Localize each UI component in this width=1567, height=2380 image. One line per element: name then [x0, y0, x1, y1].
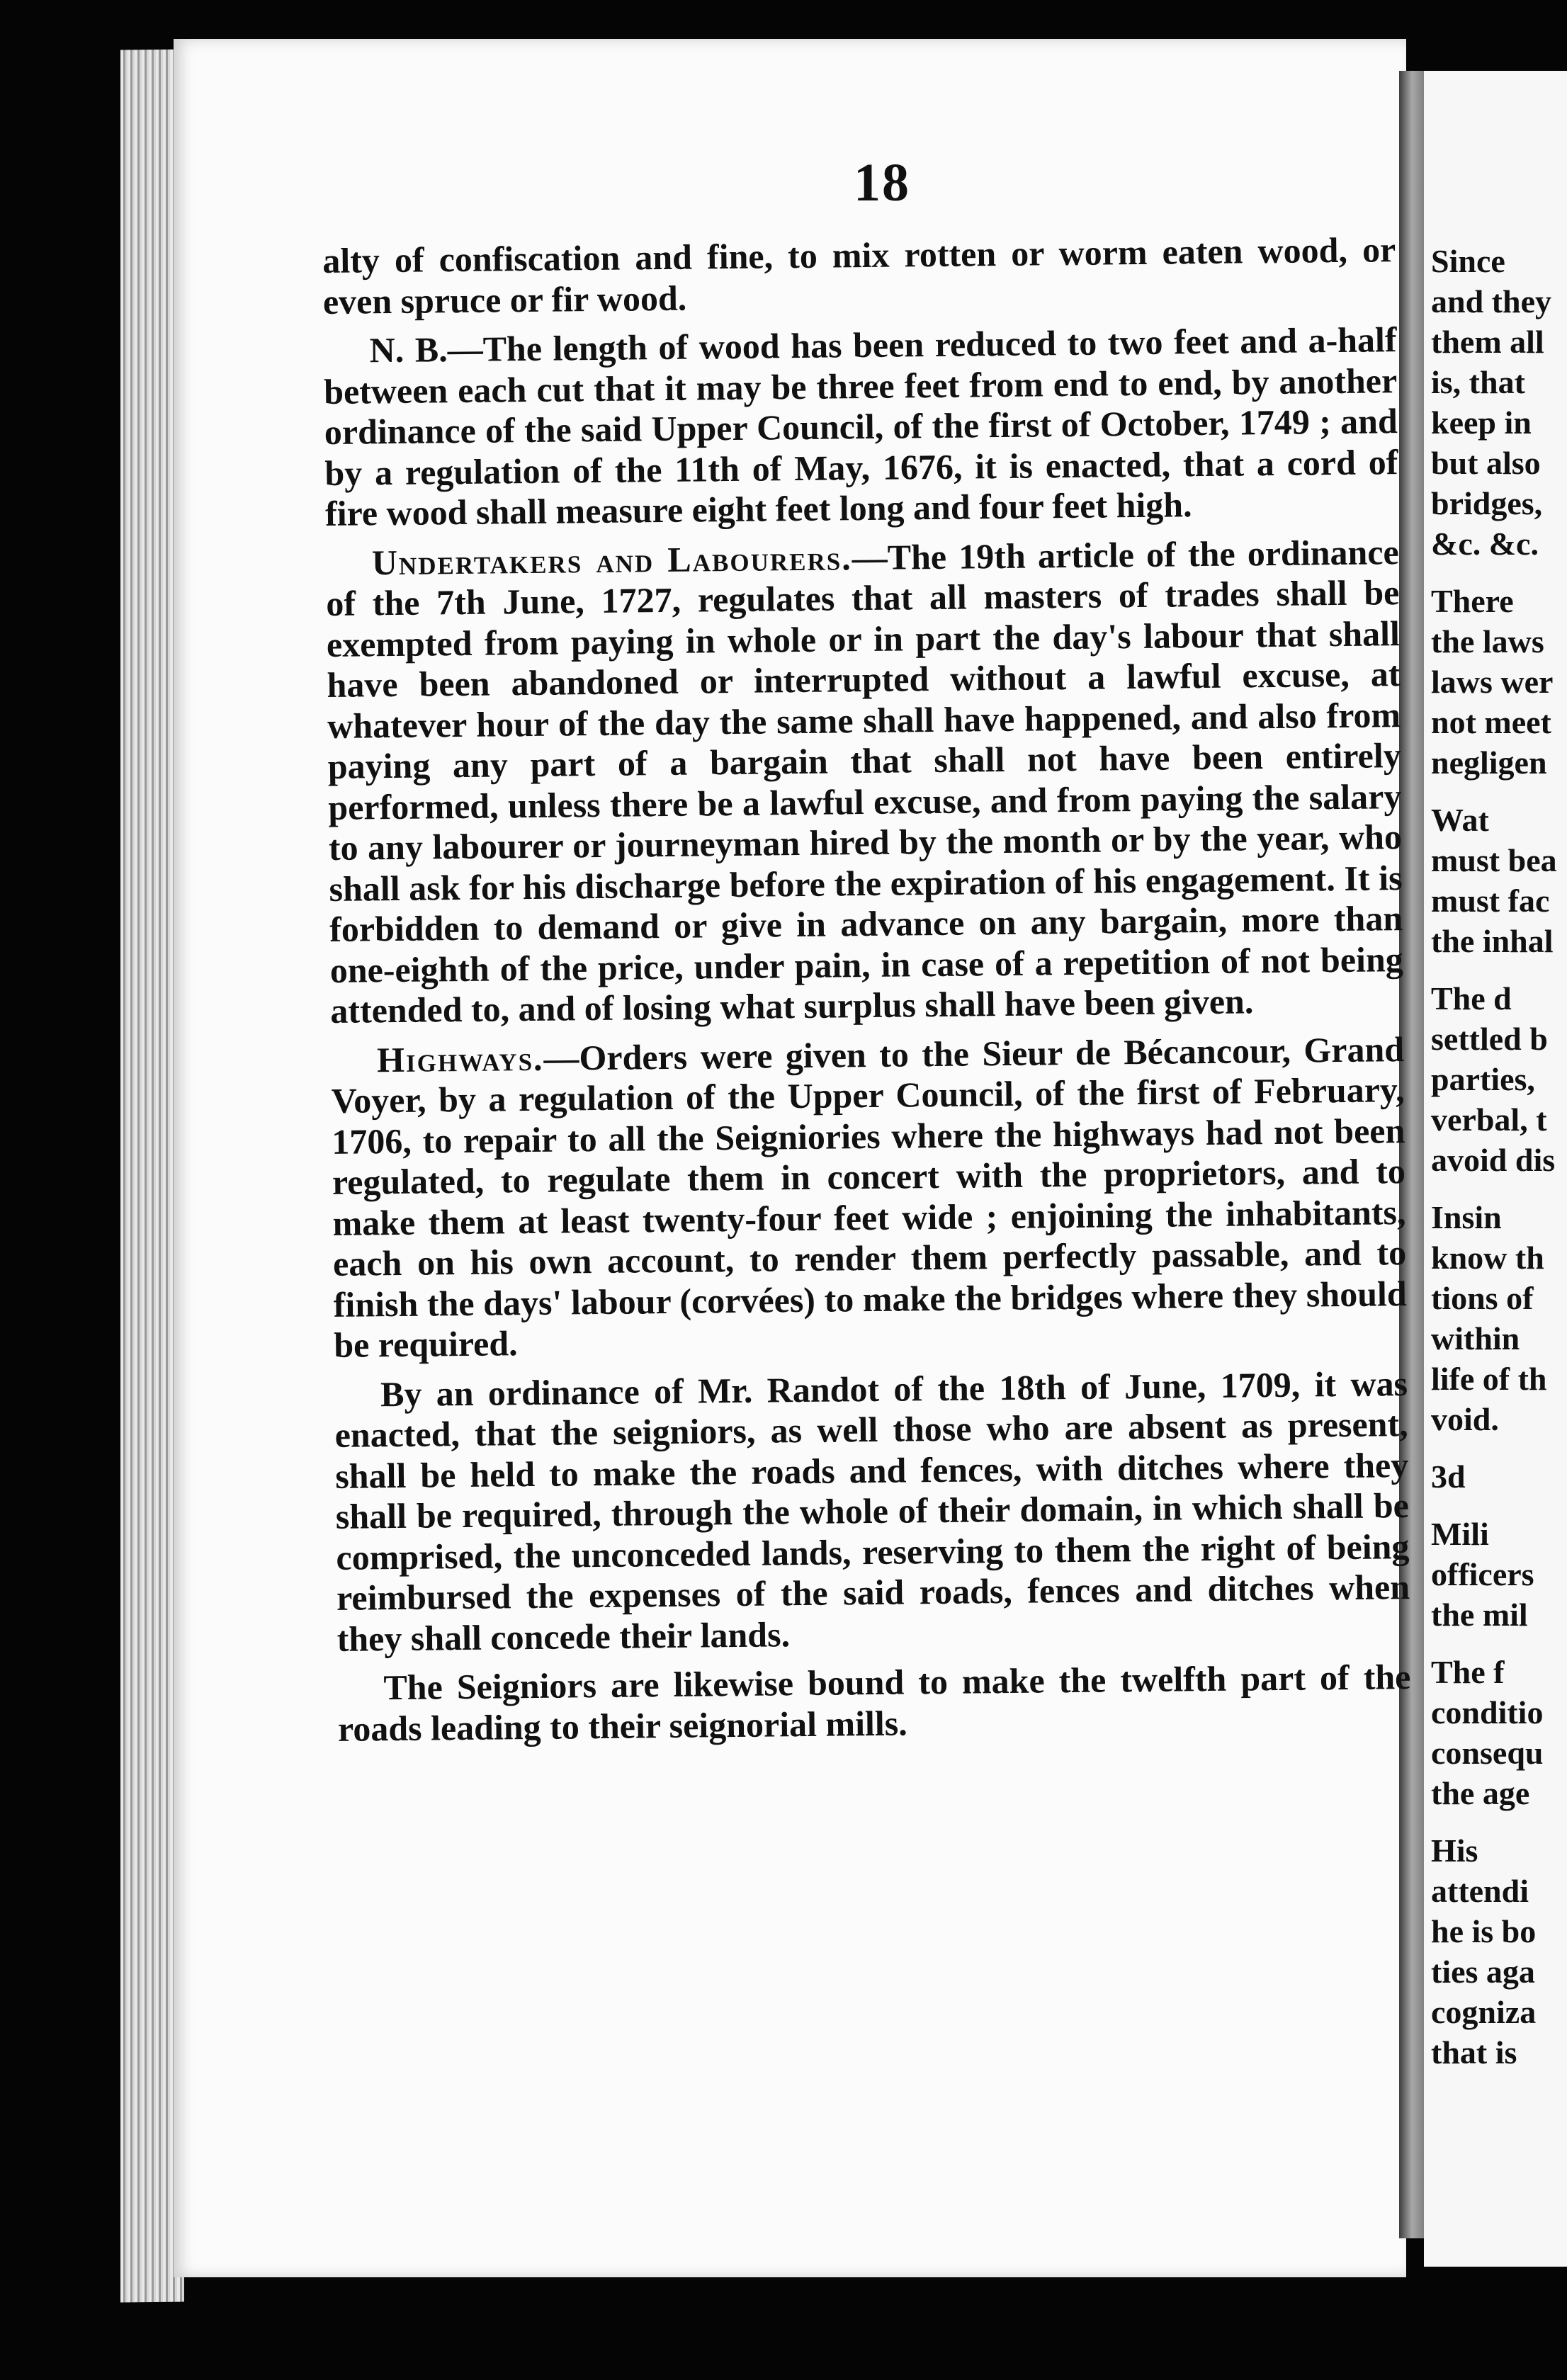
section-heading: Undertakers and Labourers. [371, 537, 852, 582]
facing-page-line: Wat [1431, 802, 1489, 838]
facing-page-line: know th [1431, 1240, 1544, 1276]
facing-page-line: officers [1431, 1556, 1534, 1592]
facing-page-line: the age [1431, 1775, 1530, 1811]
page-body [322, 230, 1411, 1758]
facing-page-line: &c. &c. [1431, 526, 1539, 562]
facing-page-line: There [1431, 583, 1514, 619]
facing-page-line: but also [1431, 445, 1541, 481]
facing-page-line: parties, [1431, 1061, 1535, 1097]
facing-page-line: consequ [1431, 1735, 1544, 1771]
facing-page-line: is, that [1431, 364, 1525, 400]
facing-page-line: 3d [1431, 1458, 1466, 1495]
facing-page-line: The f [1431, 1654, 1505, 1690]
facing-page-line: the inhal [1431, 923, 1554, 959]
facing-page-line: laws wer [1431, 664, 1554, 700]
section-heading: Highways. [376, 1038, 544, 1080]
facing-page-line: The d [1431, 980, 1512, 1016]
paragraph: N. B.—The length of wood has been reduced to two feet and a-half between each cut that it may be three feet from end to end, by another ordinance of the said Upper Council, of the first of October, 1749 ; and by a regulation of the 11th of May, 1676, it is enacted, that a cord of fire wood shall measure eight feet long and four feet high. [323, 319, 1398, 533]
facing-page-line: settled b [1431, 1021, 1548, 1057]
facing-page-line: Since [1431, 243, 1505, 279]
facing-page-line: the laws [1431, 623, 1544, 659]
paragraph: Highways.—Orders were given to the Sieur de Bécancour, Grand Voyer, by a regulation of the Upper Council, of the first of February, 1706, to repair to all the Seigniories where the highways had not been regulated, to regulate them in concert with the proprietors, and to make them at least twenty-four feet wide ; enjoining the inhabitants, each on his own account, to render them perfectly passable, and to finish the days' labour (corvées) to make the bridges where they should be required. [331, 1028, 1407, 1365]
facing-page-line: bridges, [1431, 485, 1543, 521]
page-number: 18 [854, 153, 910, 212]
paragraph: By an ordinance of Mr. Randot of the 18th of June, 1709, it was enacted, that the seigniors, as well those who are absent as present, shall be held to make the roads and fences, with ditches where they shall be required, through the whole of their domain, in which shall be comprised, the unconceded lands, reserving to them the right of being reimbursed the expenses of the said roads, fences and ditches when they shall concede their lands. [334, 1363, 1410, 1659]
facing-page-line: negligen [1431, 744, 1547, 781]
paragraph: The Seigniors are likewise bound to make the twelfth part of the roads leading to their seignorial mills. [337, 1657, 1411, 1749]
facing-page-line: ties aga [1431, 1954, 1535, 1990]
facing-page-line: within [1431, 1320, 1520, 1356]
facing-page [1424, 71, 1567, 2267]
facing-page-line: must fac [1431, 883, 1550, 919]
facing-page-line: avoid dis [1431, 1142, 1556, 1178]
facing-page-line: attendi [1431, 1873, 1529, 1909]
paragraph: alty of confiscation and fine, to mix rotten or worm eaten wood, or even spruce or fir wood. [322, 230, 1396, 322]
facing-page-line: tions of [1431, 1280, 1534, 1316]
facing-page-line: he is bo [1431, 1913, 1537, 1949]
facing-page-line: verbal, t [1431, 1101, 1547, 1138]
facing-page-line: must bea [1431, 842, 1557, 878]
facing-page-line: them all [1431, 324, 1544, 360]
facing-page-text [1424, 241, 1567, 2073]
facing-page-line: the mil [1431, 1597, 1528, 1633]
facing-page-line: and they [1431, 283, 1551, 319]
facing-page-line: Insin [1431, 1199, 1502, 1235]
facing-page-line: void. [1431, 1401, 1499, 1437]
facing-page-line: conditio [1431, 1694, 1544, 1730]
facing-page-line: that is [1431, 2034, 1517, 2070]
facing-page-line: Mili [1431, 1516, 1489, 1552]
facing-page-line: His [1431, 1832, 1478, 1869]
facing-page-line: life of th [1431, 1361, 1547, 1397]
facing-page-line: keep in [1431, 404, 1532, 441]
facing-page-line: cogniza [1431, 1994, 1537, 2030]
paragraph: Undertakers and Labourers.—The 19th article of the ordinance of the 7th June, 1727, regulates that all masters of trades shall be exempted from paying in whole or in part the day's labour that shall have been abandoned or interrupted without a lawful excuse, at whatever hour of the day the same shall have happened, and also from paying any part of a bargain that shall not have been entirely performed, unless there be a lawful excuse, and from paying the salary to any labourer or journeyman hired by the month or by the year, who shall ask for his discharge before the expiration of his engagement. It is forbidden to demand or give in advance on any bargain, more than one-eighth of the price, under pain, in case of a repetition of not being attended to, and of losing what surplus shall have been given. [326, 531, 1403, 1031]
facing-page-line: not meet [1431, 704, 1551, 740]
